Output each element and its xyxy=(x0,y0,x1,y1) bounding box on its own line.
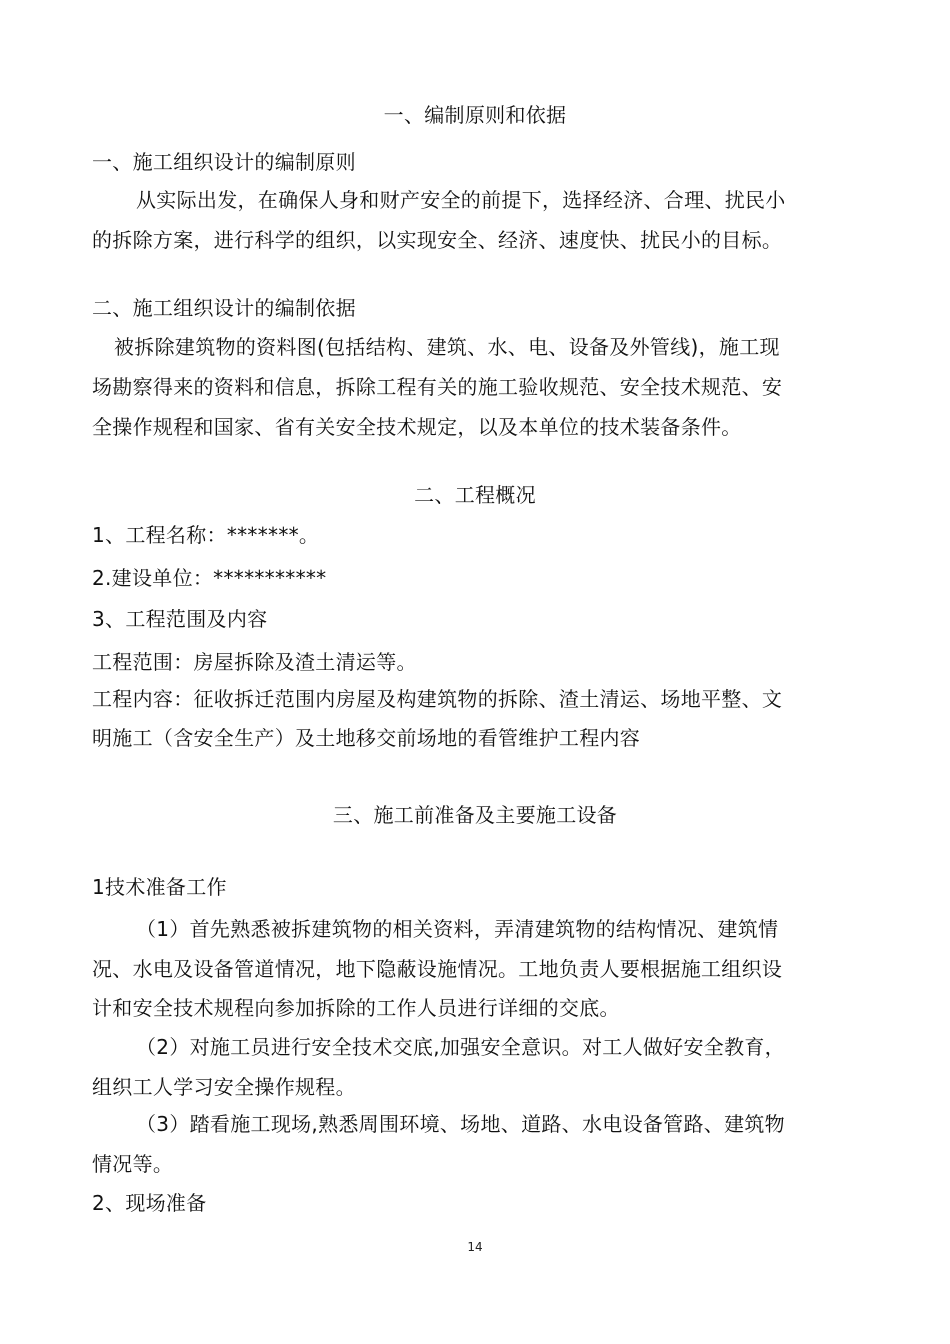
page-number: 14 xyxy=(467,1240,483,1254)
project-name: 1、工程名称：*******。 xyxy=(92,523,320,547)
paragraph-line: （2）对施工员进行安全技术交底,加强安全意识。对工人做好安全教育， xyxy=(136,1035,785,1059)
paragraph-line: 计和安全技术规程向参加拆除的工作人员进行详细的交底。 xyxy=(92,996,620,1020)
paragraph-line: 从实际出发，在确保人身和财产安全的前提下，选择经济、合理、扰民小 xyxy=(136,188,786,212)
tech-prep-heading: 1技术准备工作 xyxy=(92,875,227,899)
paragraph-line: （3）踏看施工现场,熟悉周围环境、场地、道路、水电设备管路、建筑物 xyxy=(136,1112,785,1136)
construction-unit: 2.建设单位：*********** xyxy=(92,566,327,590)
paragraph-line: 组织工人学习安全操作规程。 xyxy=(92,1075,356,1099)
project-content: 工程内容：征收拆迁范围内房屋及构建筑物的拆除、渣土清运、场地平整、文 xyxy=(92,687,783,711)
paragraph-line: 被拆除建筑物的资料图(包括结构、建筑、水、电、设备及外管线)，施工现 xyxy=(114,335,780,359)
paragraph-line: （1）首先熟悉被拆建筑物的相关资料，弄清建筑物的结构情况、建筑情 xyxy=(136,917,779,941)
section-heading-1: 一、编制原则和依据 xyxy=(383,103,567,127)
paragraph-line: 的拆除方案，进行科学的组织，以实现安全、经济、速度快、扰民小的目标。 xyxy=(92,228,783,252)
paragraph-line: 全操作规程和国家、省有关安全技术规定，以及本单位的技术装备条件。 xyxy=(92,415,742,439)
paragraph-line: 情况等。 xyxy=(92,1152,174,1176)
site-prep-heading: 2、现场准备 xyxy=(92,1191,207,1215)
section-heading-3: 三、施工前准备及主要施工设备 xyxy=(332,803,618,827)
paragraph-line: 场勘察得来的资料和信息，拆除工程有关的施工验收规范、安全技术规范、安 xyxy=(92,375,783,399)
subheading-basis: 二、施工组织设计的编制依据 xyxy=(92,296,356,320)
paragraph-line: 明施工（含安全生产）及土地移交前场地的看管维护工程内容 xyxy=(92,726,641,750)
paragraph-line: 况、水电及设备管道情况，地下隐蔽设施情况。工地负责人要根据施工组织设 xyxy=(92,957,783,981)
scope-heading: 3、工程范围及内容 xyxy=(92,607,268,631)
project-scope: 工程范围：房屋拆除及渣土清运等。 xyxy=(92,650,417,674)
subheading-principles: 一、施工组织设计的编制原则 xyxy=(92,150,356,174)
section-heading-2: 二、工程概况 xyxy=(414,483,536,507)
